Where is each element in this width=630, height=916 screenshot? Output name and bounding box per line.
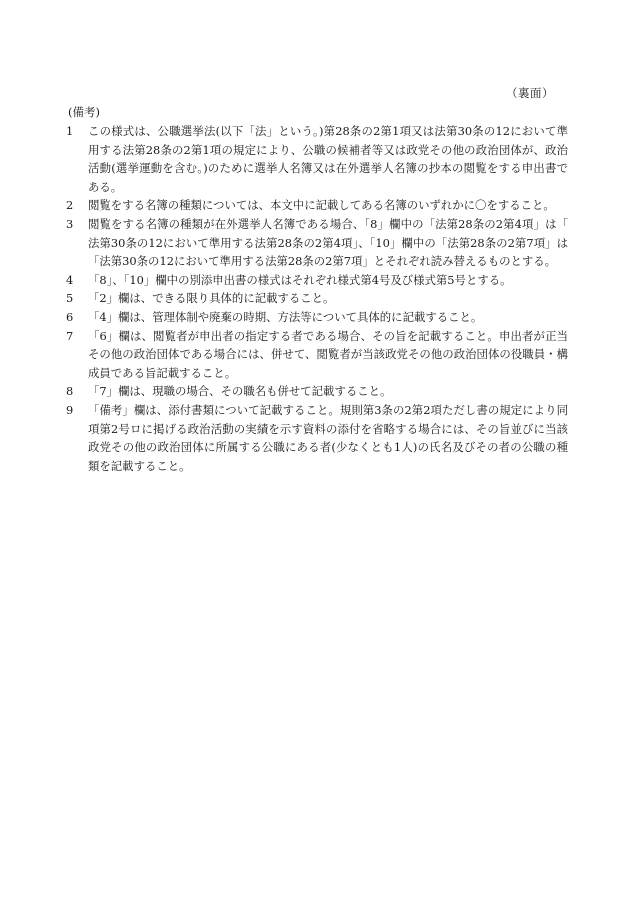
- remark-text: この様式は、公職選挙法(以下「法」という。)第28条の2第1項又は法第30条の12において準用する法第28条の2第1項の規定により、公職の候補者等又は政党その他の政治団体が、政治活動(選挙運動を含む。)のために選挙人名簿又は在外選挙人名簿の抄本の閲覧をする申出書である。: [88, 124, 568, 194]
- remark-number: 2: [66, 198, 74, 213]
- remark-number: 1: [66, 124, 74, 138]
- remark-item: [66, 271, 568, 290]
- remark-item: [66, 327, 568, 383]
- remarks-list: [66, 122, 568, 475]
- remark-text: 「4」欄は、管理体制や廃棄の時期、方法等について具体的に記載すること。: [88, 309, 483, 324]
- remark-number: 7: [66, 328, 74, 343]
- remark-text: 「6」欄は、閲覧者が申出者の指定する者である場合、その旨を記載すること。申出者が正当その他の政治団体である場合には、併せて、閲覧者が当該政党その他の政治団体の役職員・構成員である旨記載すること。: [88, 328, 568, 380]
- remark-item: [66, 196, 568, 215]
- remark-text: 「備考」欄は、添付書類について記載すること。規則第3条の2第2項ただし書の規定により同項第2号ロに掲げる政治活動の実績を示す資料の添付を省略する場合には、その旨並びに当該政党その他の政治団体に所属する公職にある者(少なくとも1人)の氏名及びその者の公職の種類を記載すること。: [88, 402, 568, 473]
- remark-item: [66, 308, 568, 327]
- remark-number: 9: [66, 402, 74, 417]
- reverse-side-label: （裏面）: [506, 86, 554, 100]
- remark-item: [66, 382, 568, 401]
- remark-number: 4: [66, 272, 74, 287]
- remark-number: 3: [66, 216, 74, 231]
- remark-text: 閲覧をする名簿の種類が在外選挙人名簿である場合、「8」欄中の「法第28条の2第4項」は「法第30条の12において準用する法第28条の2第4項」、「10」欄中の「法第28条の2第7項」は「法第30条の12において準用する法第28条の2第7項」とそれぞれ読み替えるものとする。: [88, 216, 568, 269]
- remark-item: [66, 289, 568, 308]
- remark-number: 6: [66, 309, 74, 324]
- remarks-heading: (備考): [68, 105, 100, 119]
- remark-item: [66, 122, 568, 196]
- remark-text: 「8」、「10」欄中の別添申出書の様式はそれぞれ様式第4号及び様式第5号とする。: [88, 272, 512, 287]
- remark-text: 「7」欄は、現職の場合、その職名も併せて記載すること。: [88, 384, 392, 399]
- remark-number: 8: [66, 384, 74, 399]
- remark-text: 閲覧をする名簿の種類については、本文中に記載してある名簿のいずれかに〇をすること。: [88, 198, 555, 213]
- remark-item: [66, 401, 568, 475]
- remark-item: [66, 215, 568, 271]
- remark-text: 「2」欄は、できる限り具体的に記載すること。: [88, 291, 335, 306]
- remark-number: 5: [66, 291, 74, 306]
